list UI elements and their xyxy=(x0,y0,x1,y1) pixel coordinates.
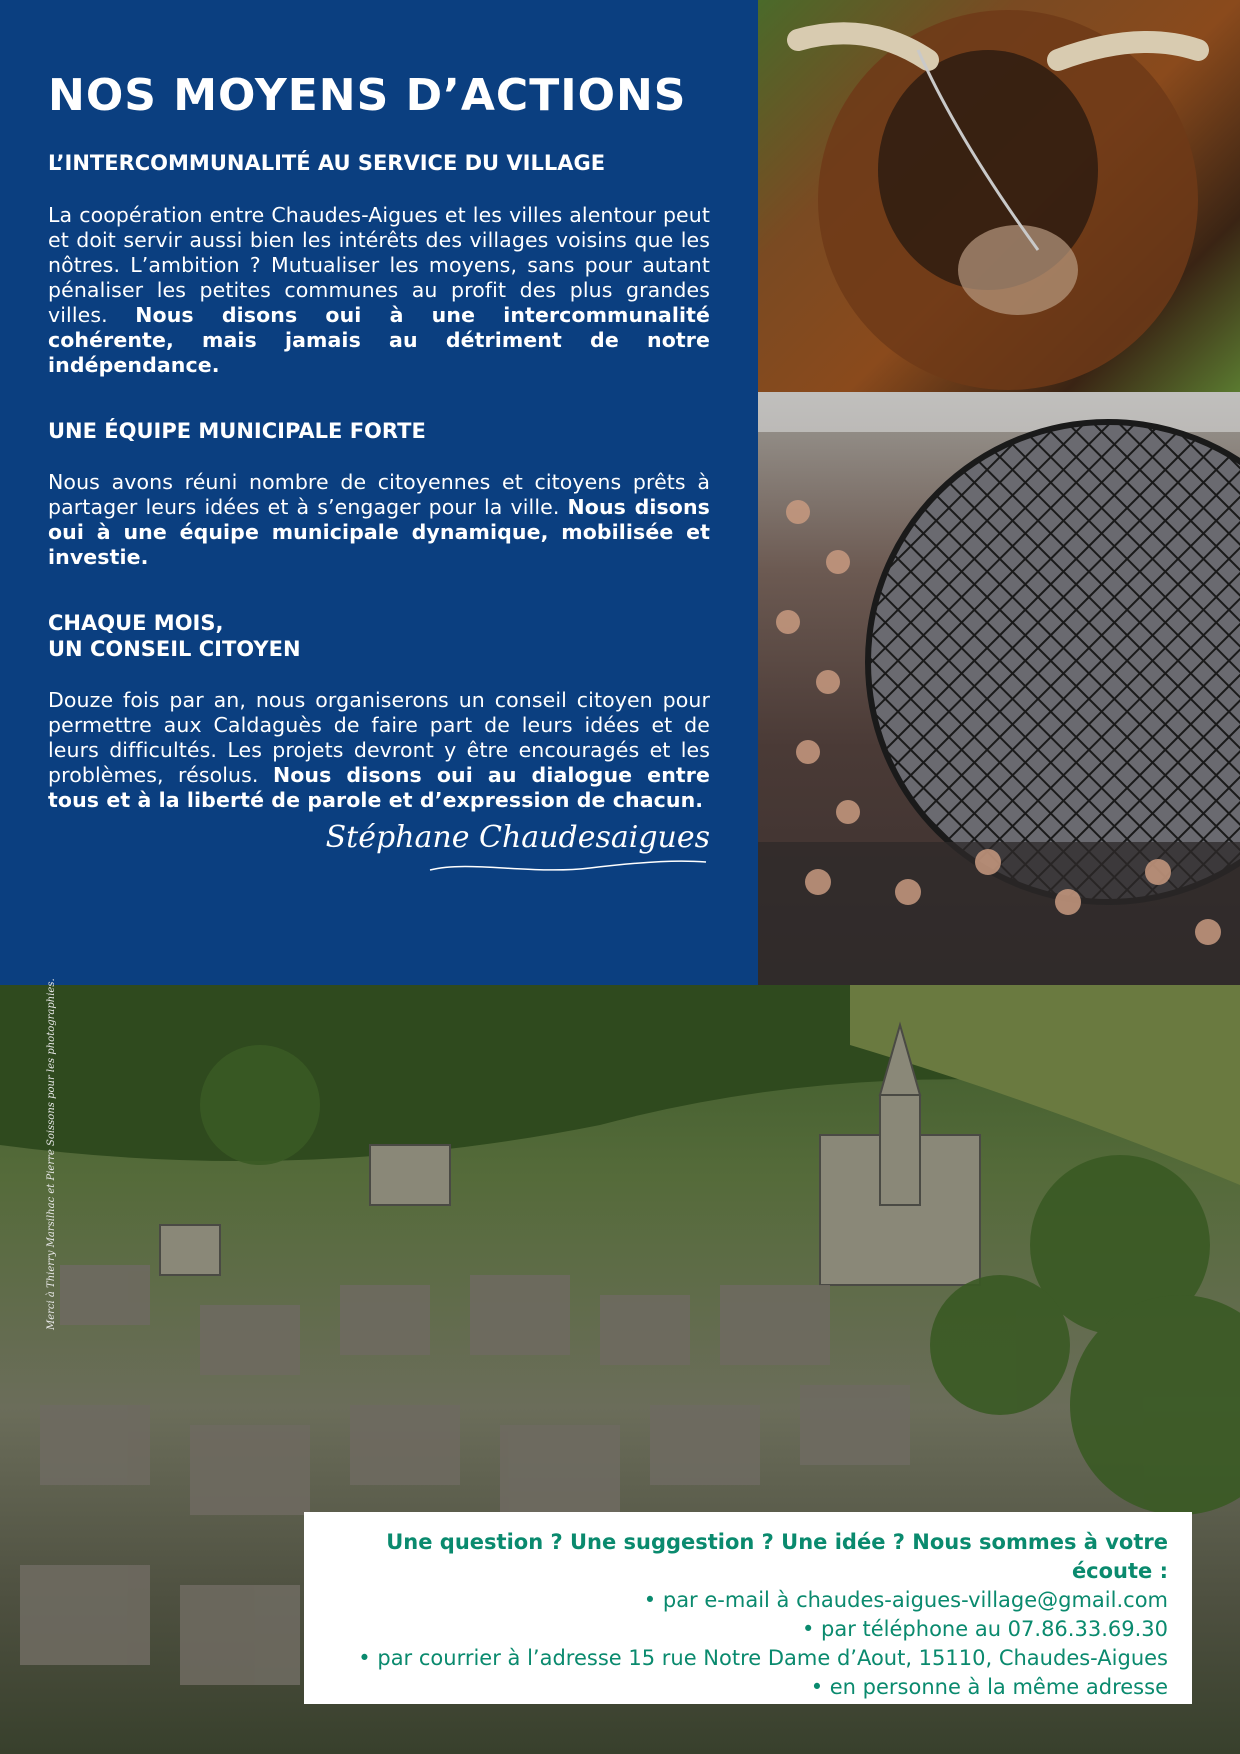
photo-bull xyxy=(758,0,1240,392)
contact-phone[interactable]: • par téléphone au 07.86.33.69.30 xyxy=(801,1617,1168,1641)
contact-email[interactable]: • par e-mail à chaudes-aigues-village@gmail.com xyxy=(643,1588,1168,1612)
section-emphasis: Nous disons oui au dialogue entre tous et à la liberté de parole et d’expression de chacun. xyxy=(48,763,710,813)
bull-image-icon xyxy=(758,0,1240,392)
section-text: Douze fois par an, nous organiserons un conseil citoyen pour permettre aux Caldaguès de faire part de leurs idées et de leurs difficultés. Les projets devront y être encouragés et les problèmes, résolus. xyxy=(48,688,710,788)
section-text: Nous avons réuni nombre de citoyennes et citoyens prêts à partager leurs idées et à s’engager pour la ville. xyxy=(48,469,710,519)
section-emphasis: Nous disons oui à une équipe municipale dynamique, mobilisée et investie. xyxy=(48,494,710,569)
text-panel xyxy=(0,0,758,985)
page-title: NOS MOYENS D’ACTIONS xyxy=(48,70,687,121)
section-title-intercommunalite: L’INTERCOMMUNALITÉ AU SERVICE DU VILLAGE xyxy=(48,151,606,176)
photo-credit-text: Merci à Thierry Marsilhac et Pierre Soissons pour les photographies. xyxy=(46,978,57,1330)
contact-box xyxy=(304,1512,1192,1704)
section-body-conseil xyxy=(48,688,710,813)
photo-credit xyxy=(34,978,57,1330)
contact-in-person: • en personne à la même adresse xyxy=(810,1675,1168,1699)
contact-heading: Une question ? Une suggestion ? Une idée ? Nous sommes à votre écoute : xyxy=(386,1530,1168,1583)
section-title-conseil: CHAQUE MOIS, UN CONSEIL CITOYEN xyxy=(48,610,301,662)
photo-crowd-globe xyxy=(758,392,1240,985)
signature xyxy=(325,800,710,890)
section-body-intercommunalite xyxy=(48,203,710,378)
contact-address: • par courrier à l’adresse 15 rue Notre Dame d’Aout, 15110, Chaudes-Aigues xyxy=(358,1646,1168,1670)
section-title-equipe: UNE ÉQUIPE MUNICIPALE FORTE xyxy=(48,418,426,443)
section-emphasis: Nous disons oui à une intercommunalité cohérente, mais jamais au détriment de notre indépendance. xyxy=(48,302,710,377)
section-body-equipe xyxy=(48,470,710,570)
crowd-image-icon xyxy=(758,392,1240,985)
section-text: La coopération entre Chaudes-Aigues et les villes alentour peut et doit servir aussi bien les intérêts des villages voisins que les nôtres. L’ambition ? Mutualiser les moyens, sans pour autant pénaliser les petites communes au profit des plus grandes villes. xyxy=(48,202,710,327)
signature-text: Stéphane Chaudesaigues xyxy=(325,820,710,855)
